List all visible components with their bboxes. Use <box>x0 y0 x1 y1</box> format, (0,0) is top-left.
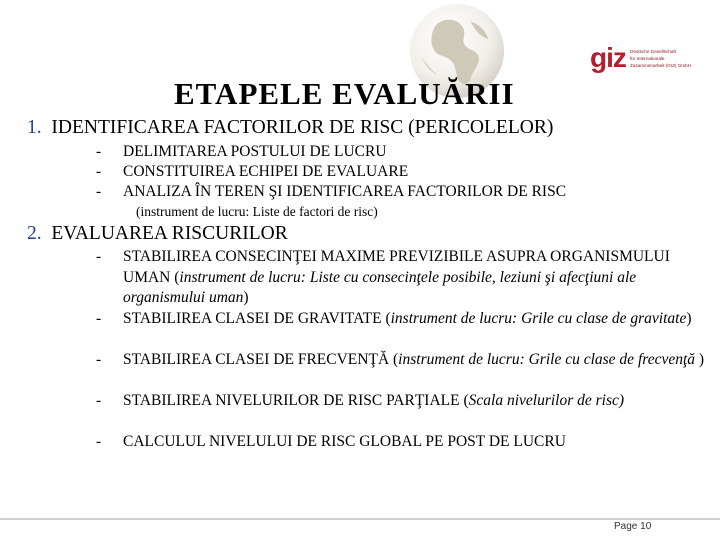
section-2-item-4-tool: Scala nivelurilor de risc) <box>468 392 625 409</box>
section-2-item-2-text: STABILIREA CLASEI DE GRAVITATE ( <box>123 310 391 327</box>
slide-title: ETAPELE EVALUĂRII <box>174 76 515 111</box>
section-1-item-1-text: DELIMITAREA POSTULUI DE LUCRU <box>123 143 387 160</box>
section-1-item-3 <box>96 182 708 203</box>
section-2-item-3-tool: instrument de lucru: Grile cu clase de frecvenţă <box>398 351 696 368</box>
section-1 <box>27 117 553 139</box>
bullet-dash: - <box>96 392 102 409</box>
bullet-dash: - <box>96 351 102 368</box>
section-2-item-1 <box>96 247 708 309</box>
bullet-dash: - <box>96 183 102 200</box>
section-2-item-3-text: STABILIREA CLASEI DE FRECVENŢĂ ( <box>123 351 399 368</box>
section-2-label: EVALUAREA RISCURILOR <box>51 223 288 244</box>
section-2-item-1-end: ) <box>243 289 249 306</box>
section-2-item-3-end: ) <box>695 351 705 368</box>
section-2-item-2-tool: instrument de lucru: Grile cu clase de gravitate <box>390 310 687 327</box>
page-number: Page 10 <box>614 521 652 532</box>
section-1-item-1 <box>96 142 708 163</box>
section-2 <box>27 223 288 245</box>
bullet-dash: - <box>96 163 102 180</box>
giz-logo <box>590 42 705 74</box>
giz-logo-line-1: Deutsche Gesellschaft <box>630 49 676 54</box>
section-1-item-3-text: ANALIZA ÎN TEREN ŞI IDENTIFICAREA FACTORILOR DE RISC <box>123 183 567 200</box>
section-2-number: 2. <box>27 223 42 244</box>
section-1-label: IDENTIFICAREA FACTORILOR DE RISC (PERICOLELOR) <box>51 117 554 138</box>
section-2-item-4 <box>96 391 708 412</box>
section-2-item-3 <box>96 350 708 371</box>
section-1-item-2 <box>96 162 708 183</box>
giz-logo-text: giz <box>590 42 626 73</box>
section-1-number: 1. <box>27 117 42 138</box>
bullet-dash: - <box>96 143 102 160</box>
section-2-item-1-tool: instrument de lucru: Liste cu consecinţele posibile, leziuni şi afecţiuni ale organismului uman <box>123 268 637 306</box>
bullet-dash: - <box>96 433 102 450</box>
section-1-note: (instrument de lucru: Liste de factori de risc) <box>136 204 378 219</box>
giz-logo-line-3: Zusammenarbeit (GIZ) GmbH <box>630 63 692 68</box>
section-1-item-2-text: CONSTITUIREA ECHIPEI DE EVALUARE <box>123 163 409 180</box>
bullet-dash: - <box>96 248 102 265</box>
section-2-item-4-text: STABILIREA NIVELURILOR DE RISC PARŢIALE ( <box>123 392 469 409</box>
section-2-item-1-text: STABILIREA CONSECINŢEI MAXIME PREVIZIBILE ASUPRA ORGANISMULUI UMAN ( <box>123 248 670 286</box>
section-2-item-2 <box>96 309 708 330</box>
section-2-item-5-text: CALCULUL NIVELULUI DE RISC GLOBAL PE POST DE LUCRU <box>123 433 566 450</box>
footer-divider <box>0 518 720 520</box>
section-2-item-2-end: ) <box>686 310 692 327</box>
bullet-dash: - <box>96 310 102 327</box>
section-2-item-5 <box>96 432 708 453</box>
giz-logo-line-2: für Internationale <box>630 56 665 61</box>
